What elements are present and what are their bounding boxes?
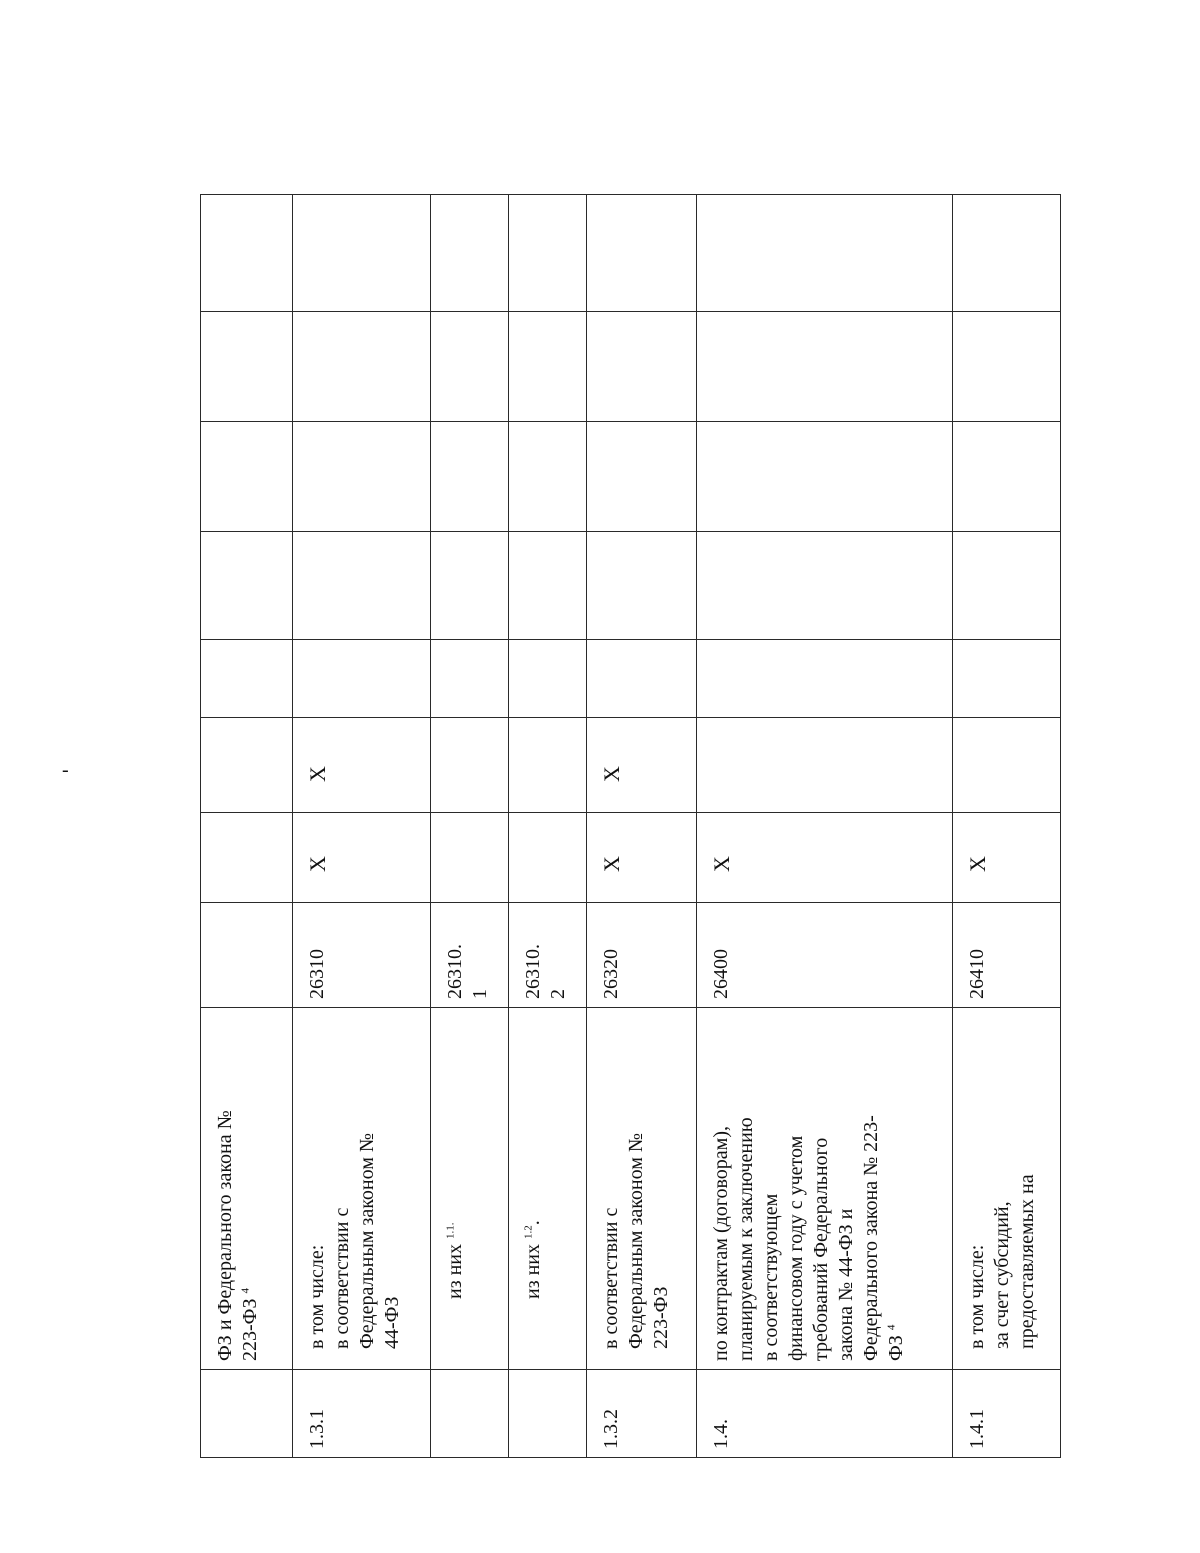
x-mark: Х	[305, 766, 330, 782]
cell	[201, 532, 293, 640]
name-line: Федеральным законом №	[356, 1133, 378, 1349]
row-code: 26320	[587, 903, 697, 1008]
cell	[697, 640, 953, 718]
name-line: закона № 44-ФЗ и	[835, 1208, 857, 1361]
cell	[201, 312, 293, 422]
table-row	[697, 195, 953, 1458]
cell	[697, 718, 953, 813]
name-line-text: из них	[444, 1243, 466, 1299]
cell	[293, 640, 431, 718]
cell	[431, 813, 509, 903]
cell	[201, 195, 293, 312]
name-line: Федерального закона № 223-	[860, 1115, 882, 1361]
row-code: 26410	[953, 903, 1061, 1008]
name-line: по контрактам (договорам),	[710, 1126, 732, 1361]
stray-mark: -	[62, 759, 69, 781]
cell	[953, 532, 1061, 640]
cell	[953, 640, 1061, 718]
cell	[431, 640, 509, 718]
row-number	[509, 1370, 587, 1458]
name-line: в соответствии с	[600, 1207, 622, 1349]
name-line: в соответствующем	[760, 1193, 782, 1361]
cell	[953, 718, 1061, 813]
cell	[697, 532, 953, 640]
footnote-ref: 4	[885, 1324, 898, 1331]
cell	[431, 312, 509, 422]
cell	[587, 718, 697, 813]
cell	[431, 422, 509, 532]
name-line	[884, 1016, 909, 1361]
cell	[953, 813, 1061, 903]
row-code: 26400	[697, 903, 953, 1008]
x-mark: Х	[709, 856, 734, 872]
x-mark: Х	[599, 766, 624, 782]
cell	[953, 422, 1061, 532]
cell	[509, 640, 587, 718]
cell	[509, 195, 587, 312]
cell	[587, 422, 697, 532]
name-line-text: ФЗ	[885, 1335, 907, 1361]
name-line-tail: .	[522, 1220, 544, 1226]
cell	[293, 422, 431, 532]
cell	[201, 422, 293, 532]
cell	[293, 813, 431, 903]
row-code: 26310	[293, 903, 431, 1008]
name-line-text: из них	[522, 1243, 544, 1299]
cell	[587, 195, 697, 312]
cell	[509, 813, 587, 903]
cell	[293, 718, 431, 813]
name-line: за счет субсидий,	[991, 1201, 1013, 1349]
cell	[509, 718, 587, 813]
cell	[509, 422, 587, 532]
row-code: 26310. 2	[509, 903, 587, 1008]
row-number: 1.4.	[697, 1370, 953, 1458]
table-row	[201, 195, 293, 1458]
cell	[293, 532, 431, 640]
table-row	[509, 195, 587, 1458]
cell	[697, 312, 953, 422]
row-number	[201, 1370, 293, 1458]
cell	[587, 640, 697, 718]
cell	[431, 195, 509, 312]
x-mark: Х	[305, 856, 330, 872]
cell	[201, 640, 293, 718]
cell	[509, 312, 587, 422]
cell	[293, 195, 431, 312]
name-line: предоставляемых на	[1016, 1174, 1038, 1349]
footnote-ref: 1.2	[522, 1225, 535, 1239]
indicator-name	[509, 1008, 587, 1370]
row-number: 1.4.1	[953, 1370, 1061, 1458]
row-number	[431, 1370, 509, 1458]
indicator-table	[200, 194, 1061, 1458]
indicator-name	[697, 1008, 953, 1370]
indicator-name	[953, 1008, 1061, 1370]
cell	[431, 532, 509, 640]
row-code: 26310. 1	[431, 903, 509, 1008]
x-mark: Х	[599, 856, 624, 872]
cell	[587, 312, 697, 422]
table-row	[293, 195, 431, 1458]
name-line: 223-ФЗ	[650, 1286, 672, 1349]
cell	[697, 813, 953, 903]
indicator-name	[293, 1008, 431, 1370]
name-line	[521, 1016, 546, 1361]
cell	[953, 312, 1061, 422]
row-number: 1.3.2	[587, 1370, 697, 1458]
cell	[509, 532, 587, 640]
cell	[587, 532, 697, 640]
table-row	[431, 195, 509, 1458]
name-line-text: 223-ФЗ	[239, 1298, 261, 1361]
name-line: финансовом году с учетом	[785, 1135, 807, 1361]
cell	[201, 718, 293, 813]
x-mark: Х	[965, 856, 990, 872]
cell	[697, 422, 953, 532]
cell	[697, 195, 953, 312]
cell	[953, 195, 1061, 312]
footnote-ref: 1.1.	[444, 1222, 457, 1239]
name-line	[443, 1016, 468, 1361]
footnote-ref: 4	[239, 1288, 252, 1294]
cell	[201, 813, 293, 903]
row-number: 1.3.1	[293, 1370, 431, 1458]
row-code	[201, 903, 293, 1008]
table-row	[953, 195, 1061, 1458]
name-line: планируемым к заключению	[735, 1117, 757, 1361]
name-line	[238, 1016, 263, 1361]
cell	[431, 718, 509, 813]
name-line: в соответствии с	[331, 1207, 353, 1349]
indicator-name	[587, 1008, 697, 1370]
name-line: 44-ФЗ	[381, 1296, 403, 1349]
indicator-name	[201, 1008, 293, 1370]
name-line: в том числе:	[966, 1244, 988, 1349]
indicator-name	[431, 1008, 509, 1370]
cell	[587, 813, 697, 903]
table-row	[587, 195, 697, 1458]
name-line: в том числе:	[306, 1244, 328, 1349]
cell	[293, 312, 431, 422]
name-line: Федеральным законом №	[625, 1133, 647, 1349]
name-line: ФЗ и Федерального закона №	[214, 1110, 236, 1361]
name-line: требований Федерального	[810, 1137, 832, 1361]
